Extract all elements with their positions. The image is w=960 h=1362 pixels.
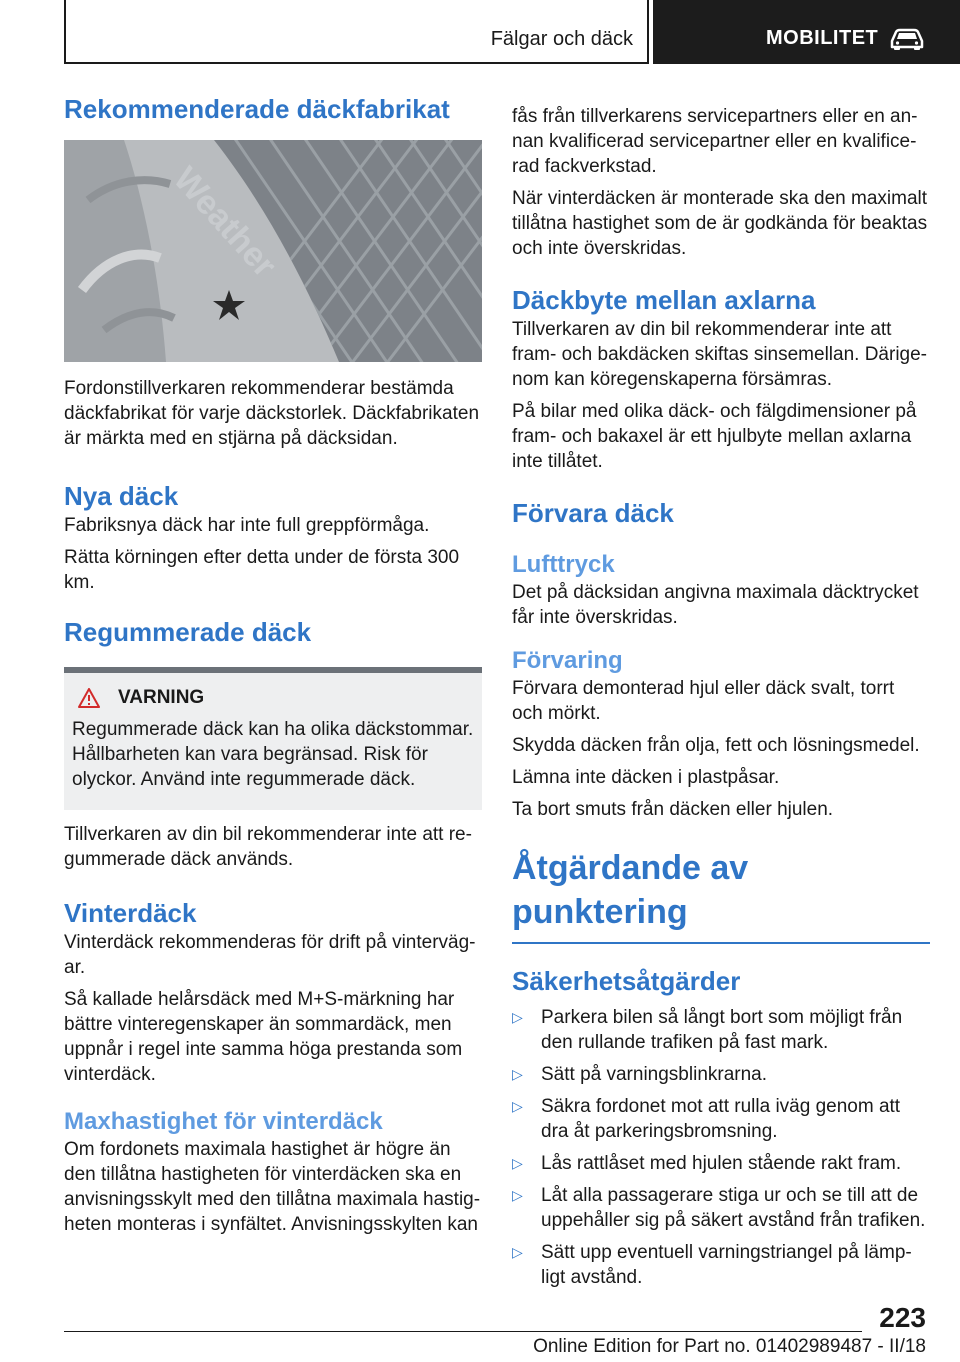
list-item: ▷ Parkera bilen så långt bort som möjligt från den rullande trafiken på fast mark. <box>512 1007 903 1053</box>
warning-title <box>78 687 474 709</box>
paragraph-axle-swap-2: På bilar med olika däck- och fälgdimensioner på fram- och bakaxel är ett hjulbyte mellan axlarna inte tillåtet. <box>512 401 917 472</box>
right-column <box>512 104 930 1290</box>
triangle-bullet-icon: ▷ <box>512 1098 523 1114</box>
paragraph-new-tires-1: Fabriksnya däck har inte full greppförmåga. <box>64 515 430 536</box>
triangle-bullet-icon: ▷ <box>512 1244 523 1260</box>
paragraph-winter-1: Vinterdäck rekommenderas för drift på vinterväg-ar. <box>64 932 476 978</box>
list-item: ▷ Låt alla passagerare stiga ur och se till att de uppehåller sig på säkert avstånd från trafiken. <box>512 1185 926 1231</box>
tire-image-label: Weather <box>166 159 284 285</box>
heading-winter-tires: Vinterdäck <box>64 898 197 928</box>
page-number: 223 <box>879 1302 926 1333</box>
header-section-box <box>64 0 649 64</box>
heading-axle-swap: Däckbyte mellan axlarna <box>512 285 816 315</box>
paragraph-storing-4: Ta bort smuts från däcken eller hjulen. <box>512 799 834 820</box>
header-chapter-bar <box>653 0 960 64</box>
heading-retreaded-tires: Regummerade däck <box>64 617 312 647</box>
paragraph-air-pressure: Det på däcksidan angivna maximala däcktrycket får inte överskridas. <box>512 582 919 628</box>
list-item: ▷ Sätt upp eventuell varningstriangel på lämp-ligt avstånd. <box>512 1242 912 1288</box>
heading-storing: Förvaring <box>512 647 623 674</box>
header-chapter-title: MOBILITET <box>766 27 879 49</box>
tire-star-image <box>64 140 482 362</box>
warning-title-text: VARNING <box>118 687 205 708</box>
warning-triangle-icon <box>78 688 100 708</box>
paragraph-storing-3: Lämna inte däcken i plastpåsar. <box>512 767 780 788</box>
paragraph-winter-2: Så kallade helårsdäck med M+S-märkning har bättre vinteregenskaper än sommardäck, men uppnår i regel inte samma höga prestanda som vinterdäck. <box>64 989 463 1085</box>
warning-box <box>64 673 482 810</box>
triangle-bullet-icon: ▷ <box>512 1187 523 1203</box>
left-column <box>64 92 482 1237</box>
paragraph-brands: Fordonstillverkaren rekommenderar bestämda däckfabrikat för varje däckstorlek. Däckfabrikaten är märkta med en stjärna på däcksidan. <box>64 378 480 449</box>
triangle-bullet-icon: ▷ <box>512 1066 523 1082</box>
heading-new-tires: Nya däck <box>64 481 179 511</box>
paragraph-retreaded: Tillverkaren av din bil rekommenderar inte att re-gummerade däck används. <box>64 824 472 870</box>
heading-safety-measures: Säkerhetsåtgärder <box>512 966 741 996</box>
paragraph-storing-1: Förvara demonterad hjul eller däck svalt, torrt och mörkt. <box>512 678 895 724</box>
list-item: ▷ Sätt på varningsblinkrarna. <box>512 1064 768 1085</box>
heading-tire-storage: Förvara däck <box>512 498 674 528</box>
heading-puncture-repair: Åtgärdande av punktering <box>512 846 930 944</box>
triangle-bullet-icon: ▷ <box>512 1009 523 1025</box>
heading-recommended-brands: Rekommenderade däckfabrikat <box>64 94 450 124</box>
heading-air-pressure: Lufttryck <box>512 551 615 578</box>
paragraph-new-tires-2: Rätta körningen efter detta under de första 300 km. <box>64 547 460 593</box>
header-section-title: Fälgar och däck <box>490 28 633 50</box>
list-item: ▷ Lås rattlåset med hjulen stående rakt fram. <box>512 1153 902 1174</box>
safety-steps-list <box>512 1005 930 1290</box>
footer-edition: Online Edition for Part no. 01402989487 - II/18 <box>533 1336 926 1357</box>
paragraph-continued-1: fås från tillverkarens servicepartners eller en an-nan kvalificerad servicepartner eller en kvalifice-rad fackverkstad. <box>512 106 918 177</box>
list-item: ▷ Säkra fordonet mot att rulla iväg genom att dra åt parkeringsbromsning. <box>512 1096 901 1142</box>
heading-max-speed-winter: Maxhastighet för vinterdäck <box>64 1108 383 1135</box>
footer-rule <box>64 1331 862 1332</box>
paragraph-max-speed: Om fordonets maximala hastighet är högre än den tillåtna hastigheten för vinterdäcken ska en anvisningsskylt med den tillåtna maximala hastig-heten monteras i synfältet. Anvisningsskylten kan <box>64 1139 481 1235</box>
warning-text: Regummerade däck kan ha olika däckstommar. Hållbarheten kan vara begränsad. Risk för olyckor. Använd inte regummerade däck. <box>72 719 474 790</box>
paragraph-continued-2: När vinterdäcken är monterade ska den maximalt tillåtna hastighet som de är godkända för beaktas och inte överskridas. <box>512 188 928 259</box>
paragraph-storing-2: Skydda däcken från olja, fett och lösningsmedel. <box>512 735 920 756</box>
triangle-bullet-icon: ▷ <box>512 1155 523 1171</box>
car-icon <box>889 28 925 50</box>
paragraph-axle-swap-1: Tillverkaren av din bil rekommenderar inte att fram- och bakdäcken skiftas sinsemellan. Därige-nom kan köregenskaperna försämras. <box>512 319 928 390</box>
